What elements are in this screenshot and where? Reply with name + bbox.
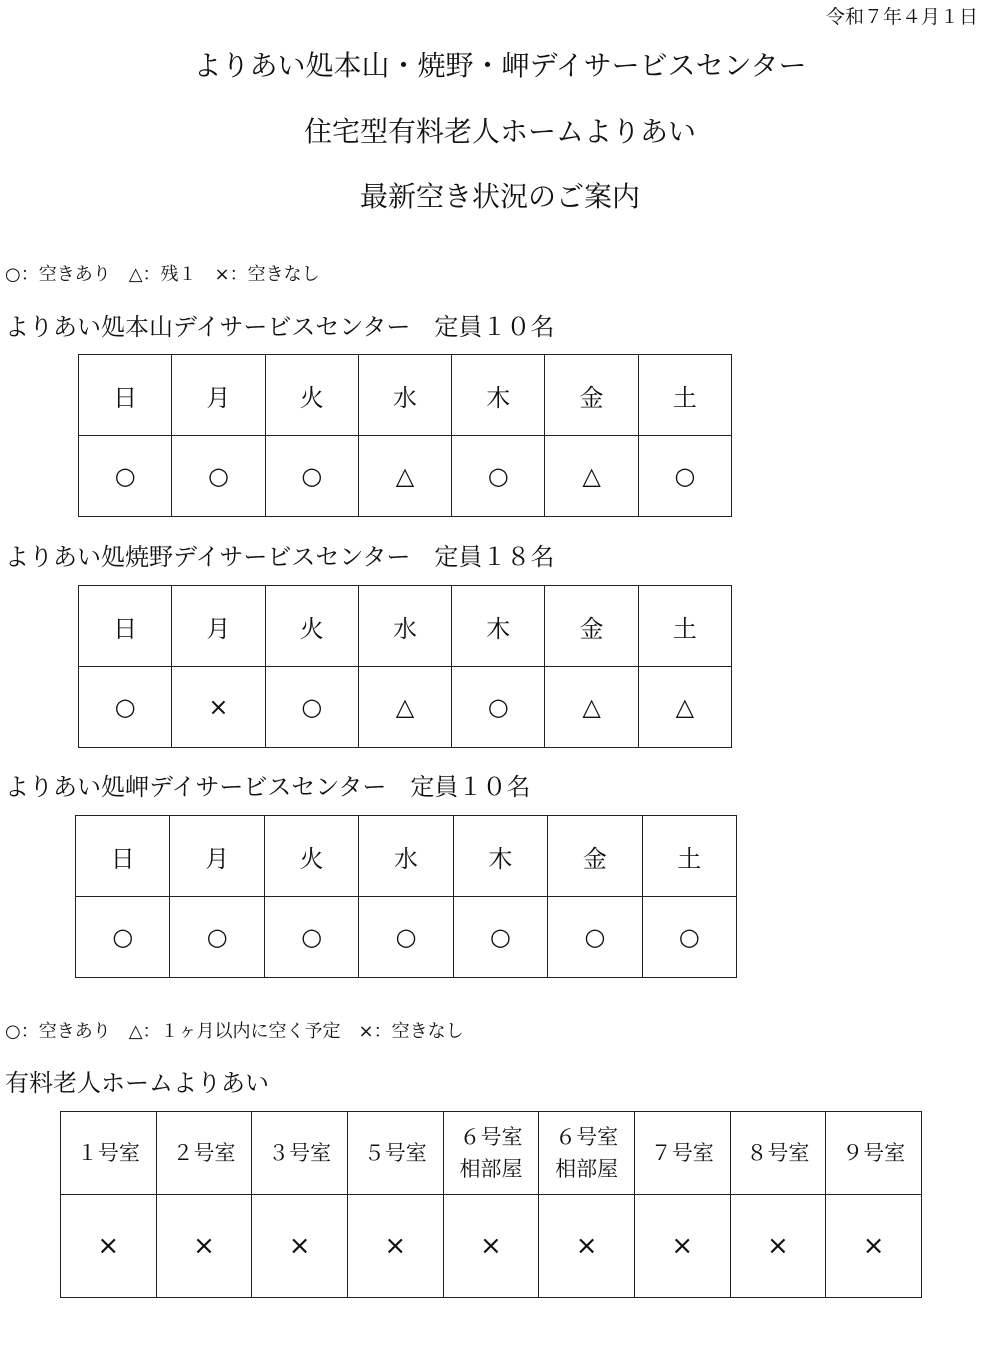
room-cell (252, 1112, 348, 1195)
status-cell: ○ (265, 436, 358, 517)
status-cell: △ (638, 667, 731, 748)
day-cell: 月 (170, 816, 264, 897)
room-cell (443, 1112, 539, 1195)
status-cell: ○ (452, 436, 545, 517)
status-cell: ○ (548, 897, 642, 978)
status-cell: ○ (265, 667, 358, 748)
day-cell: 火 (265, 355, 358, 436)
room-type: 相部屋 (459, 1157, 523, 1181)
day-row (79, 355, 732, 436)
day-cell: 金 (545, 355, 638, 436)
center-heading: よりあい処本山デイサービスセンター 定員１０名 (5, 313, 555, 341)
day-cell: 日 (79, 355, 172, 436)
day-cell: 火 (264, 816, 358, 897)
status-cell: ○ (79, 667, 172, 748)
day-cell: 木 (453, 816, 547, 897)
room-name: ９号室 (842, 1141, 906, 1165)
day-cell: 土 (642, 816, 736, 897)
day-cell: 金 (548, 816, 642, 897)
day-cell: 土 (638, 355, 731, 436)
day-cell: 月 (172, 355, 265, 436)
day-cell: 木 (452, 355, 545, 436)
room-cell (61, 1112, 157, 1195)
day-row (76, 816, 737, 897)
home-heading: 有料老人ホームよりあい (5, 1069, 269, 1097)
room-status-cell: × (634, 1195, 730, 1298)
room-cell (539, 1112, 635, 1195)
room-status-cell: × (156, 1195, 252, 1298)
room-cell (156, 1112, 252, 1195)
room-type: 相部屋 (555, 1157, 619, 1181)
room-name: ６号室 (555, 1125, 619, 1149)
day-cell: 水 (359, 816, 453, 897)
main-title: よりあい処本山・焼野・岬デイサービスセンター (193, 49, 807, 82)
room-status-cell: × (347, 1195, 443, 1298)
room-cell (730, 1112, 826, 1195)
status-cell: △ (358, 667, 451, 748)
status-cell: ○ (172, 436, 265, 517)
status-cell: △ (545, 667, 638, 748)
day-cell: 水 (358, 355, 451, 436)
status-cell: ○ (79, 436, 172, 517)
status-cell: △ (545, 436, 638, 517)
notice-title: 最新空き状況のご案内 (359, 180, 640, 213)
room-status-cell: × (539, 1195, 635, 1298)
room-name: ６号室 (459, 1125, 523, 1149)
day-cell: 土 (638, 586, 731, 667)
sub-title: 住宅型有料老人ホームよりあい (303, 115, 696, 148)
document-date: 令和７年４月１日 (825, 6, 978, 28)
status-cell: × (172, 667, 265, 748)
day-cell: 火 (265, 586, 358, 667)
day-legend: ○：空きあり △：残１ ×：空きなし (5, 264, 320, 285)
room-cell (347, 1112, 443, 1195)
room-name: ７号室 (650, 1141, 714, 1165)
availability-table (78, 354, 732, 517)
status-cell: △ (358, 436, 451, 517)
center-heading: よりあい処焼野デイサービスセンター 定員１８名 (5, 543, 555, 571)
availability-table (75, 815, 737, 978)
room-cell (634, 1112, 730, 1195)
room-status-cell: × (826, 1195, 922, 1298)
status-cell: ○ (359, 897, 453, 978)
status-cell: ○ (76, 897, 170, 978)
room-name: ８号室 (746, 1141, 810, 1165)
day-cell: 日 (76, 816, 170, 897)
room-status-cell: × (730, 1195, 826, 1298)
room-row (61, 1112, 922, 1195)
room-name: １号室 (76, 1141, 140, 1165)
status-row (79, 436, 732, 517)
room-status-row (61, 1195, 922, 1298)
status-cell: ○ (452, 667, 545, 748)
status-cell: ○ (264, 897, 358, 978)
room-availability-table (60, 1111, 922, 1298)
day-row (79, 586, 732, 667)
center-heading: よりあい処岬デイサービスセンター 定員１０名 (5, 773, 531, 801)
status-cell: ○ (170, 897, 264, 978)
status-cell: ○ (638, 436, 731, 517)
availability-table (78, 585, 732, 748)
room-name: ３号室 (268, 1141, 332, 1165)
day-cell: 木 (452, 586, 545, 667)
home-legend: ○：空きあり △：１ヶ月以内に空く予定 ×：空きなし (5, 1021, 464, 1042)
status-cell: ○ (642, 897, 736, 978)
room-status-cell: × (443, 1195, 539, 1298)
day-cell: 水 (358, 586, 451, 667)
room-status-cell: × (252, 1195, 348, 1298)
room-status-cell: × (61, 1195, 157, 1298)
room-name: ５号室 (363, 1141, 427, 1165)
day-cell: 日 (79, 586, 172, 667)
room-name: ２号室 (172, 1141, 236, 1165)
status-cell: ○ (453, 897, 547, 978)
room-cell (826, 1112, 922, 1195)
day-cell: 月 (172, 586, 265, 667)
status-row (79, 667, 732, 748)
status-row (76, 897, 737, 978)
day-cell: 金 (545, 586, 638, 667)
